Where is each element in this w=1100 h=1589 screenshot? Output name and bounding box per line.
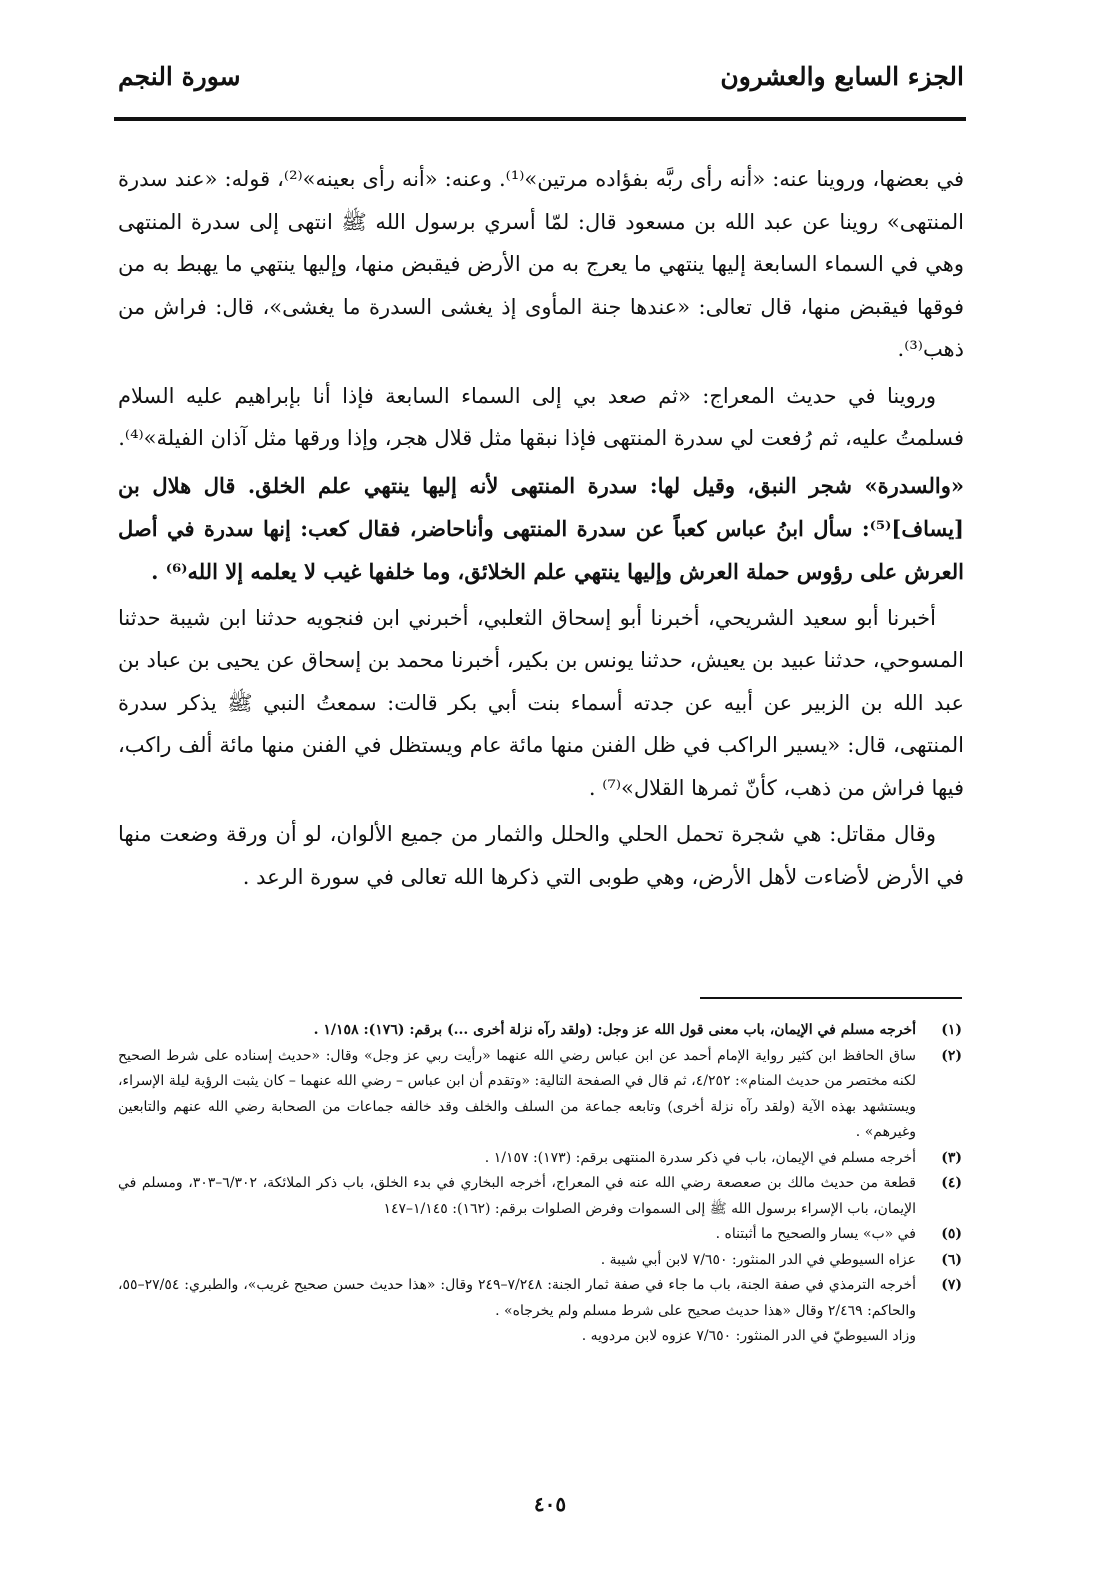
footnote-5	[118, 1222, 964, 1248]
paragraph-2: وروينا في حديث المعراج: «ثم صعد بي إلى السماء السابعة فإذا أنا بإبراهيم عليه السلام فسلمتُ عليه، ثم رُفعت لي سدرة المنتهى فإذا نبقها مثل قلال هجر، وإذا ورقها مثل آذان الفيلة»⁽⁴⁾.	[118, 383, 964, 450]
paragraph-4: أخبرنا أبو سعيد الشريحي، أخبرنا أبو إسحاق الثعلبي، أخبرني ابن فنجويه حدثنا ابن شيبة حدثنا المسوحي، حدثنا عبيد بن يعيش، حدثنا يونس بن بكير، أخبرنا محمد بن إسحاق عن يحيى بن عباد بن عبد الله بن الزبير عن أبيه عن جدته أسماء بنت أبي بكر قالت: سمعتُ النبي ﷺ يذكر سدرة المنتهى، قال: «يسير الراكب في ظل الفنن منها مائة عام ويستظل في الفنن منها مائة ألف راكب، فيها فراش من ذهب، كأنّ ثمرها القلال»⁽⁷⁾ .	[118, 605, 964, 800]
surah-title: سورة النجم	[118, 62, 241, 91]
footnote-number: (٤)	[941, 1175, 962, 1191]
footnote-number: (٢)	[941, 1047, 962, 1064]
footnote-number: (٣)	[941, 1149, 962, 1166]
header-rule	[114, 117, 966, 121]
footnote-number: (٥)	[941, 1226, 962, 1242]
paragraph-1: في بعضها، وروينا عنه: «أنه رأى ربَّه بفؤاده مرتين»⁽¹⁾. وعنه: «أنه رأى بعينه»⁽²⁾، قوله: «عند سدرة المنتهى» روينا عن عبد الله بن مسعود قال: لمّا أسري برسول الله ﷺ انتهى إلى سدرة المنتهى وهي في السماء السابعة إليها ينتهي ما يعرج به من الأرض فيقبض منها، وإليها ينتهي ما يهبط به من فوقها فيقبض منها، قال تعالى: «عندها جنة المأوى إذ يغشى السدرة ما يغشى»، قال: فراش من ذهب⁽³⁾.	[118, 167, 964, 361]
paragraph-3: «والسدرة» شجر النبق، وقيل لها: سدرة المنتهى لأنه إليها ينتهي علم الخلق. قال هلال بن [يساف]⁽⁵⁾: سأل ابنُ عباس كعباً عن سدرة المنتهى وأناحاضر، فقال كعب: إنها سدرة في أصل العرش على رؤوس حملة العرش وإليها ينتهي علم الخلائق، وما خلفها غيب لا يعلمه إلا الله⁽⁶⁾ .	[118, 472, 964, 584]
footnotes	[118, 1018, 964, 1350]
footnote-text: أخرجه الترمذي في صفة الجنة، باب ما جاء في صفة ثمار الجنة: ٧/٢٤٨–٢٤٩ وقال: «هذا حديث حسن صحيح غريب»، والطبري: ٢٧/٥٤–٥٥، والحاكم: ٢/٤٦٩ وقال «هذا حديث صحيح على شرط مسلم ولم يخرجاه» .	[118, 1277, 917, 1319]
footnote-7	[118, 1273, 964, 1324]
footnote-number: (١)	[941, 1022, 962, 1038]
footnote-text: قطعة من حديث مالك بن صعصعة رضي الله عنه في المعراج، أخرجه البخاري في بدء الخلق، باب ذكر الملائكة، ٦/٣٠٢–٣٠٣، ومسلم في الإيمان، باب الإسراء برسول الله ﷺ إلى السموات وفرض الصلوات برقم: (١٦٢): ١/١٤٥–١٤٧	[118, 1175, 916, 1217]
footnote-7-continuation	[118, 1324, 964, 1350]
running-header	[118, 62, 964, 110]
footnote-2	[118, 1044, 964, 1146]
footnote-3	[118, 1146, 964, 1172]
footnote-text: في «ب» يسار والصحيح ما أثبتناه .	[715, 1226, 916, 1242]
paragraph-5: وقال مقاتل: هي شجرة تحمل الحلي والحلل والثمار من جميع الألوان، لو أن ورقة وضعت منها في الأرض لأضاءت لأهل الأرض، وهي طوبى التي ذكرها الله تعالى في سورة الرعد .	[118, 822, 964, 889]
volume-title: الجزء السابع والعشرون	[720, 62, 964, 91]
footnote-text: عزاه السيوطي في الدر المنثور: ٧/٦٥٠ لابن أبي شيبة .	[600, 1251, 916, 1268]
footnote-6	[118, 1248, 964, 1274]
footnote-4	[118, 1171, 964, 1222]
main-text	[118, 158, 964, 902]
footnote-text: وزاد السيوطيّ في الدر المنثور: ٧/٦٥٠ عزوه لابن مردويه .	[581, 1328, 916, 1344]
footnote-1	[118, 1018, 964, 1044]
footnote-text: أخرجه مسلم في الإيمان، باب في ذكر سدرة المنتهى برقم: (١٧٣): ١/١٥٧ .	[484, 1149, 916, 1166]
footnote-rule	[700, 997, 962, 999]
footnote-text: أخرجه مسلم في الإيمان، باب معنى قول الله عز وجل: (ولقد رآه نزلة أخرى ...) برقم: (١٧٦): ١/١٥٨ .	[313, 1022, 916, 1038]
footnote-text: ساق الحافظ ابن كثير رواية الإمام أحمد عن ابن عباس رضي الله عنهما «رأيت ربي عز وجل» وقال: «حديث إسناده على شرط الصحيح لكنه مختصر من حديث المنام»: ٤/٢٥٢، ثم قال في الصفحة التالية: «وتقدم أن ابن عباس – رضي الله عنهما – كان يثبت الرؤية ليلة الإسراء، ويستشهد بهذه الآية (ولقد رآه نزلة أخرى) وتابعه جماعة من السلف والخلف وقد خالفه جماعات من الصحابة رضي الله عنهم والتابعين وغيرهم» .	[118, 1047, 916, 1140]
page-number: ٤٠٥	[533, 1492, 567, 1516]
footnote-number: (٦)	[941, 1251, 962, 1268]
footnote-number: (٧)	[941, 1277, 962, 1293]
